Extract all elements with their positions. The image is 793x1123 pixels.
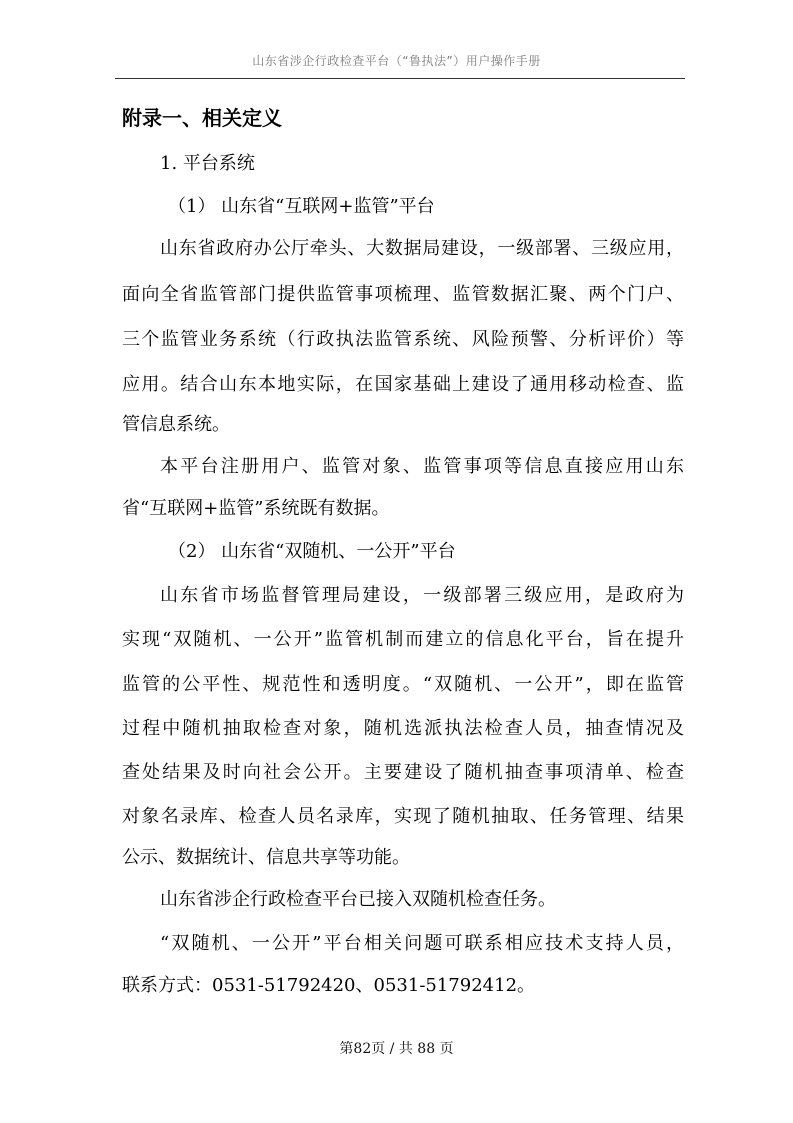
paragraph-line: 对象名录库、检查人员名录库，实现了随机抽取、任务管理、结果 [122, 806, 684, 827]
header-divider [115, 78, 685, 79]
paragraph-line: 三个监管业务系统（行政执法监管系统、风险预警、分析评价）等 [122, 329, 684, 350]
paragraph-line: 山东省政府办公厅牵头、大数据局建设，一级部署、三级应用， [160, 238, 684, 259]
paragraph-line: 过程中随机抽取检查对象，随机选派执法检查人员，抽查情况及 [122, 718, 684, 739]
page-number: 第82页 / 共 88 页 [339, 1041, 454, 1057]
paragraph-line: 联系方式：0531-51792420、0531-51792412。 [122, 975, 536, 996]
paragraph-line: 查处结果及时向社会公开。主要建设了随机抽查事项清单、检查 [122, 762, 684, 783]
paragraph-line: 实现“双随机、一公开”监管机制而建立的信息化平台，旨在提升 [122, 629, 684, 650]
paragraph-line: 监管的公平性、规范性和透明度。“双随机、一公开”，即在监管 [122, 674, 684, 695]
paragraph-line: 管信息系统。 [122, 414, 230, 435]
page-header: 山东省涉企行政检查平台（“鲁执法”）用户操作手册 [252, 54, 541, 68]
sub-item-title: （1） 山东省“互联网+监管”平台 [168, 196, 435, 217]
subsection-title: 1. 平台系统 [160, 153, 255, 174]
paragraph-line: 应用。结合山东本地实际，在国家基础上建设了通用移动检查、监 [122, 374, 684, 395]
paragraph-line: 公示、数据统计、信息共享等功能。 [122, 847, 410, 868]
paragraph-line: 山东省市场监督管理局建设，一级部署三级应用，是政府为 [160, 585, 684, 606]
paragraph-line: 面向全省监管部门提供监管事项梳理、监管数据汇聚、两个门户、 [122, 284, 684, 305]
paragraph-line: “双随机、一公开”平台相关问题可联系相应技术支持人员， [160, 933, 684, 954]
paragraph-line: 省“互联网+监管”系统既有数据。 [122, 498, 390, 519]
section-heading: 附录一、相关定义 [122, 106, 282, 130]
sub-item-title: （2） 山东省“双随机、一公开”平台 [168, 541, 456, 562]
paragraph-line: 山东省涉企行政检查平台已接入双随机检查任务。 [160, 889, 556, 910]
paragraph-line: 本平台注册用户、监管对象、监管事项等信息直接应用山东 [160, 456, 684, 477]
